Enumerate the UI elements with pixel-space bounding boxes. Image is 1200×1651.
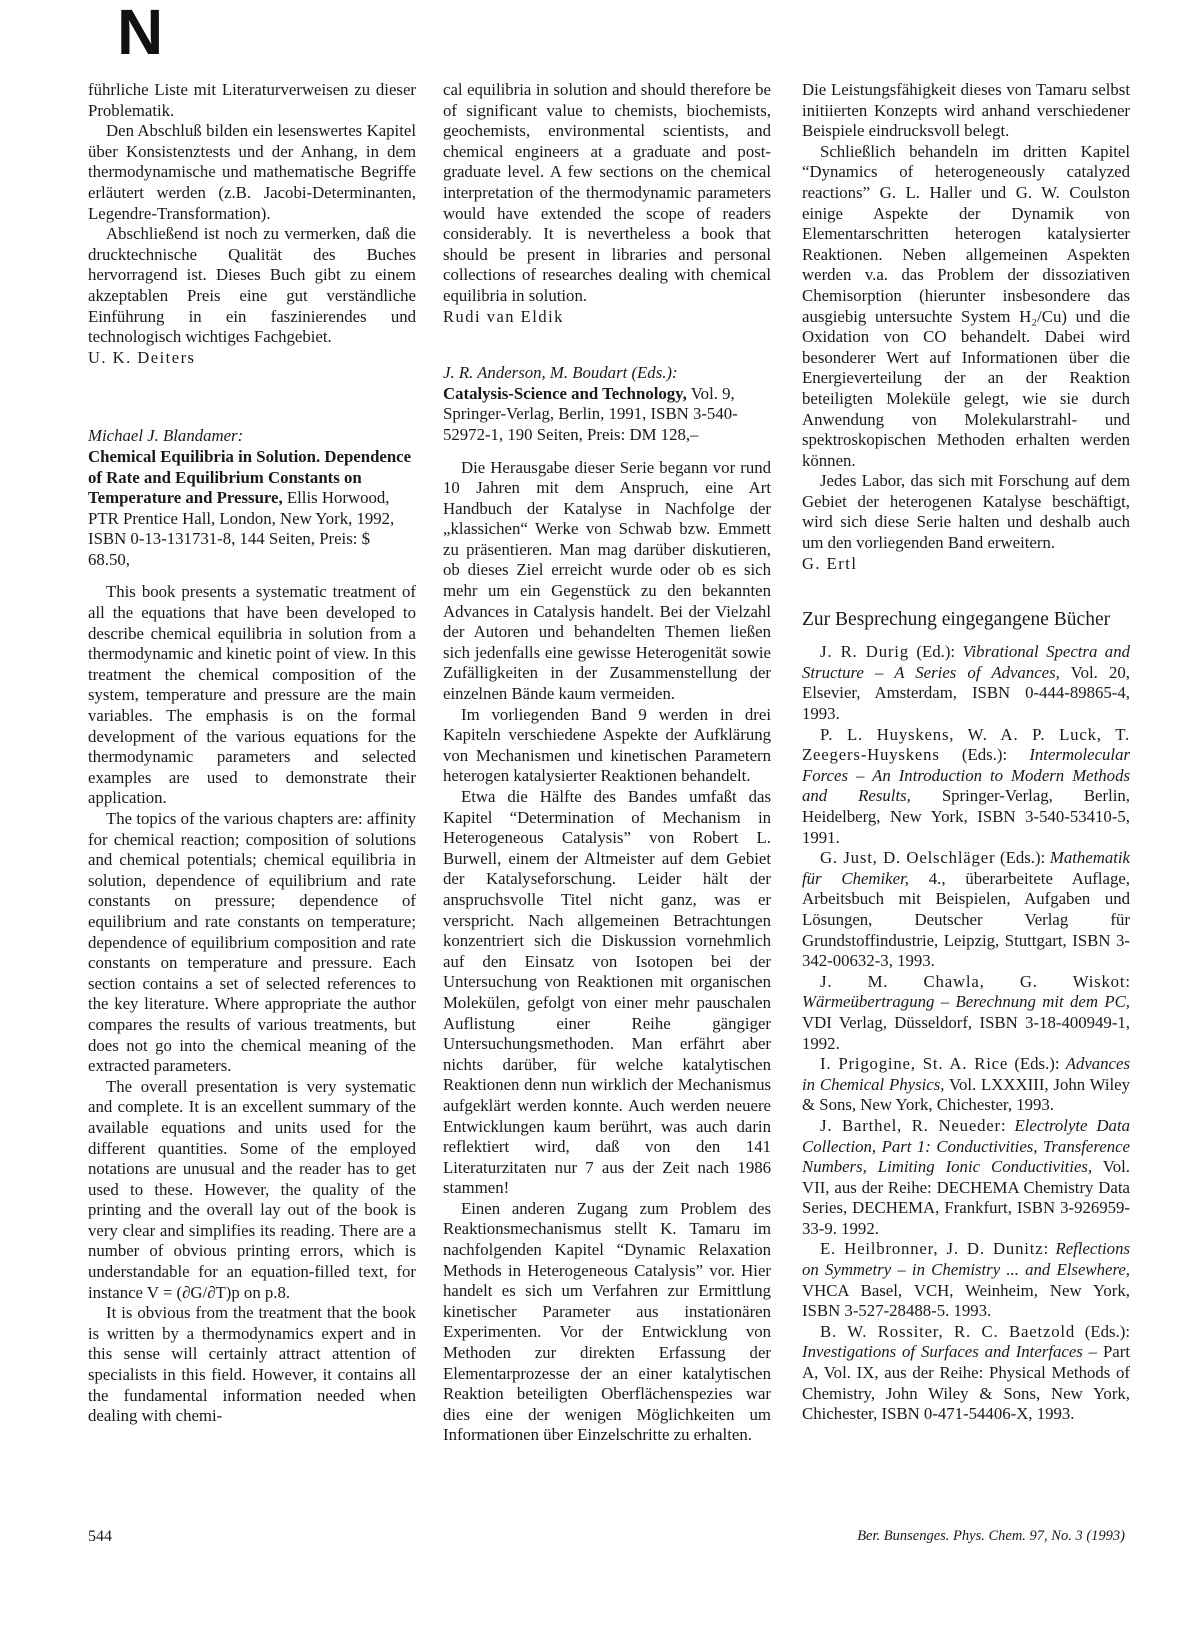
book-entry-authors: P. L. Huyskens, W. A. P. Luck, T. Zeegers-Huyskens bbox=[802, 724, 1130, 765]
book-entry-editor-note: (Eds.): bbox=[1008, 1054, 1066, 1074]
paragraph: This book presents a systematic treatment of all the equations that have been developed to describe chemical equilibria in solution from a thermodynamic and kinetic point of view. In this treatment the chemical composition of the system, temperature and pressure are the main variables. The emphasis is on the formal development of the various equations for the thermodynamic parameters and selected examples are used to demonstrate their application. bbox=[88, 582, 416, 808]
book-entry-title: Investigations of Surfaces and Interfaces – bbox=[802, 1342, 1098, 1362]
review-header bbox=[443, 363, 771, 445]
section-letter: N bbox=[117, 0, 164, 68]
paragraph: Jedes Labor, das sich mit Forschung auf dem Gebiet der heterogenen Katalyse beschäftigt, wird sich diese Serie halten und deshalb auch um den vorliegenden Band erweitern. bbox=[802, 471, 1130, 553]
book-entry bbox=[802, 642, 1130, 724]
review-publication: Ellis Horwood, PTR Prentice Hall, London, New York, 1992, ISBN 0-13-131731-8, 144 Seiten, Preis: $ 68.50, bbox=[88, 488, 395, 569]
book-entry-authors: J. R. Durig bbox=[820, 642, 909, 662]
paragraph: It is obvious from the treatment that the book is written by a thermodynamics expert and in this sense will certainly attract attention of specialists in this field. However, it contains all the fundamental information needed when dealing with chemi- bbox=[88, 1303, 416, 1426]
book-entry-editor-note: : bbox=[1000, 1115, 1015, 1135]
book-entry-authors: J. M. Chawla, G. Wiskot bbox=[820, 971, 1126, 991]
book-entry-editor-note: : bbox=[1043, 1239, 1056, 1259]
paragraph: Die Leistungsfähigkeit dieses von Tamaru selbst initiierten Konzepts wird anhand verschiedener Beispiele eindrucksvoll belegt. bbox=[802, 80, 1130, 141]
paragraph: cal equilibria in solution and should therefore be of significant value to chemists, biochemists, geochemists, environmental scientists, and chemical engineers at a graduate and post-graduate level. A few sections on the chemical interpretation of the thermodynamic parameters would have extended the scope of readers considerably. It is nevertheless a book that should be present in libraries and personal collections of researches dealing with chemical equilibria in solution. bbox=[443, 80, 771, 305]
book-entry bbox=[802, 848, 1130, 972]
book-entry-details: 4., überarbeitete Auflage, Arbeitsbuch mit Beispielen, Aufgaben und Lösungen, Deutscher Verlag für Grundstoffindustrie, Leipzig, Stuttgart, ISBN 3-342-00632-3, 1993. bbox=[802, 868, 1130, 971]
book-entry-title: Advances in Chemical Physics, bbox=[802, 1054, 1130, 1094]
book-entry-title: Intermolecular Forces – An Introduction to Modern Methods and Results, bbox=[802, 745, 1130, 806]
paragraph: Den Abschluß bilden ein lesenswertes Kapitel über Konsistenztests und der Anhang, in dem thermodynamische und mathematische Begriffe erläutert werden (z.B. Jacobi-Determinanten, Legendre-Transformation). bbox=[88, 121, 416, 223]
review-publication: Vol. 9, Springer-Verlag, Berlin, 1991, ISBN 3-540-52972-1, 190 Seiten, Preis: DM 128,– bbox=[443, 383, 738, 444]
review-title: Chemical Equilibria in Solution. Dependence of Rate and Equilibrium Constants on Temperature and Pressure, bbox=[88, 446, 412, 508]
book-entry-details: VDI Verlag, Düsseldorf, ISBN 3-18-400949-1, 1992. bbox=[802, 1012, 1130, 1053]
journal-reference: Ber. Bunsenges. Phys. Chem. 97, No. 3 (1993) bbox=[857, 1528, 1125, 1544]
book-entry-editor-note: (Eds.): bbox=[995, 848, 1050, 868]
book-entry-authors: I. Prigogine, St. A. Rice bbox=[820, 1054, 1009, 1074]
paragraph: Etwa die Hälfte des Bandes umfaßt das Kapitel “Determination of Mechanism in Heterogeneous Catalysis” von Robert L. Burwell, einem der Altmeister auf dem Gebiet der Katalyseforschung. Leider hält der anspruchsvolle Titel nicht ganz, was er verspricht. Nach allgemeinen Betrachtungen konzentriert sich die Diskussion vornehmlich auf den Einsatz von Isotopen bei der Untersuchung von Reaktionen mit organischen Molekülen, gefolgt von einer mehr pauschalen Auflistung einer Reihe gängiger Untersuchungsmethoden. Man erfährt aber nichts darüber, für welche katalytischen Reaktionen denn nun wirklich der Mechanismus aufgeklärt werden konnte. Auch werden neuere Entwicklungen kaum berührt, was auch darin reflektiert wird, daß von den 141 Literaturzitaten nur 7 aus der Zeit nach 1986 stammen! bbox=[443, 787, 771, 1198]
book-entry-details: Vol. VII, aus der Reihe: DECHEMA Chemistry Data Series, DECHEMA, Frankfurt, ISBN 3-926959-33-9. 1992. bbox=[802, 1157, 1130, 1238]
review-header bbox=[88, 426, 416, 570]
book-entry-editor-note: (Eds.): bbox=[1075, 1321, 1130, 1341]
paragraph: Die Herausgabe dieser Serie begann vor rund 10 Jahren mit dem Anspruch, eine Art Handbuch der Katalyse in Nachfolge der „klassichen“ Werke von Schwab bzw. Emmett zu präsentieren. Man mag darüber diskutieren, ob dieses Ziel erreicht wurde oder ob es sich mehr um ein Gegenstück zu den bekannten Advances in Catalysis handelt. Bei der Vielzahl der Autoren und behandelten Themen ließen sich jedenfalls eine gewisse Heterogenität sowie Zufälligkeiten in der Zusammenstellung der einzelnen Bände kaum vermeiden. bbox=[443, 457, 771, 704]
paragraph: Einen anderen Zugang zum Problem des Reaktionsmechanismus stellt K. Tamaru im nachfolgenden Kapitel “Dynamic Relaxation Methods in Heterogeneous Catalysis” vor. Hier handelt es sich um Verfahren zur Ermittlung kinetischer Parameter aus instationären Experimenten. Vor der Entwicklung von Methoden zur direkten Erfassung der Elementarprozesse der an einer katalytischen Reaktion beteiligten Oberflächenspezies war dies eine der wenigen Möglichkeiten um Informationen über Einzelschritte zu erhalten. bbox=[443, 1198, 771, 1445]
reviewer-signature: G. Ertl bbox=[802, 553, 858, 573]
book-entry bbox=[802, 972, 1130, 1054]
column-2 bbox=[443, 80, 771, 1446]
book-entry-editor-note: (Eds.): bbox=[939, 745, 1030, 765]
book-entry-details: Vol. LXXXIII, John Wiley & Sons, New York, Chichester, 1993. bbox=[802, 1074, 1130, 1115]
reviewer-signature: Rudi van Eldik bbox=[443, 306, 564, 326]
book-entry-details: Springer-Verlag, Berlin, Heidelberg, New York, ISBN 3-540-53410-5, 1991. bbox=[802, 786, 1130, 847]
paragraph: Schließlich behandeln im dritten Kapitel “Dynamics of heterogeneously catalyzed reactions” G. L. Haller und G. W. Coulston einige Aspekte der Dynamik von Elementarschritten heterogen katalysierter Reaktionen. Neben allgemeinen Aspekten werden v.a. das Problem der dissoziativen Chemisorption (hierunter insbesondere das ausgiebig untersuchte System H₂/Cu) und die Oxidation von CO behandelt. Dabei wird besonderer Wert auf Informationen über die Energieverteilung der an der Reaktion beteiligten Moleküle gelegt, wie sie durch Anwendung von Molekularstrahl- und spektroskopischen Methoden erhalten werden können. bbox=[802, 141, 1130, 470]
reviewer-signature: U. K. Deiters bbox=[88, 347, 196, 367]
paragraph: Abschließend ist noch zu vermerken, daß die drucktechnische Qualität des Buches hervorragend ist. Dieses Buch gibt zu einem akzeptablen Preis eine gut verständliche Einführung in ein faszinierendes und technologisch wichtiges Fachgebiet. bbox=[88, 224, 416, 347]
book-entry-details: Vol. 20, Elsevier, Amsterdam, ISBN 0-444-89865-4, 1993. bbox=[802, 662, 1130, 724]
book-entry-title: Wärmeübertragung – Berechnung mit dem PC, bbox=[802, 992, 1130, 1012]
column-1 bbox=[88, 80, 416, 1427]
book-entry bbox=[802, 725, 1130, 849]
book-entry-authors: J. Barthel, R. Neueder bbox=[820, 1115, 1001, 1135]
book-entry bbox=[802, 1116, 1130, 1240]
book-entry bbox=[802, 1322, 1130, 1425]
paragraph: Im vorliegenden Band 9 werden in drei Kapiteln verschiedene Aspekte der Aufklärung von Mechanismen und kinetischen Parametern heterogen katalysierter Reaktionen behandelt. bbox=[443, 704, 771, 786]
section-title: Zur Besprechung eingegangene Bücher bbox=[802, 609, 1111, 631]
received-books-list bbox=[802, 642, 1130, 1425]
book-entry bbox=[802, 1054, 1130, 1116]
review-authors: Michael J. Blandamer: bbox=[88, 426, 244, 446]
page-number: 544 bbox=[88, 1528, 112, 1545]
paragraph: The overall presentation is very systematic and complete. It is an excellent summary of the available equations and units used for the different quantities. Some of the employed notations are unusual and the reader has to get used to these. However, the quality of the printing and the overall lay out of the book is very clear and simplifies its reading. There are a number of obvious printing errors, which is understandable for an equation-filled text, for instance V = (∂G/∂T)p on p.8. bbox=[88, 1076, 416, 1302]
book-entry-editor-note: (Ed.): bbox=[908, 642, 963, 662]
book-entry-editor-note: : bbox=[1125, 971, 1130, 991]
book-entry-details: VHCA Basel, VCH, Weinheim, New York, ISBN 3-527-28488-5. 1993. bbox=[802, 1280, 1130, 1321]
book-entry-authors: E. Heilbronner, J. D. Dunitz bbox=[820, 1239, 1044, 1259]
paragraph: führliche Liste mit Literaturverweisen zu dieser Problematik. bbox=[88, 80, 416, 120]
book-entry bbox=[802, 1239, 1130, 1321]
book-entry-authors: B. W. Rossiter, R. C. Baetzold bbox=[820, 1321, 1076, 1341]
paragraph: The topics of the various chapters are: affinity for chemical reaction; composition of solutions and chemical potentials; chemical equilibria in solution, dependence of equilibrium and rate constants on pressure; dependence of equilibrium and rate constants on temperature; dependence of equilibrium composition and rate constants on temperature and pressure. Each section contains a set of selected references to the key literature. Where appropriate the author compares the results of various treatments, but does not go into the chemical meaning of the extracted parameters. bbox=[88, 809, 416, 1076]
book-entry-authors: G. Just, D. Oelschläger bbox=[820, 848, 996, 868]
review-authors: J. R. Anderson, M. Boudart (Eds.): bbox=[443, 363, 678, 383]
book-entry-title: Mathematik für Chemiker, bbox=[802, 848, 1130, 888]
column-3 bbox=[802, 80, 1130, 1425]
book-entry-title: Electrolyte Data Collection, Part 1: Conductivities, Transference Numbers, Limiting Ionic Conductivities, bbox=[802, 1115, 1130, 1177]
review-title: Catalysis-Science and Technology, bbox=[443, 383, 687, 403]
book-entry-title: Reflections on Symmetry – in Chemistry ... and Elsewhere, bbox=[802, 1239, 1130, 1280]
book-entry-title: Vibrational Spectra and Structure – A Series of Advances, bbox=[802, 642, 1130, 682]
book-entry-details: Part A, Vol. IX, aus der Reihe: Physical Methods of Chemistry, John Wiley & Sons, New York, Chichester, ISBN 0-471-54406-X, 1993. bbox=[802, 1342, 1130, 1424]
